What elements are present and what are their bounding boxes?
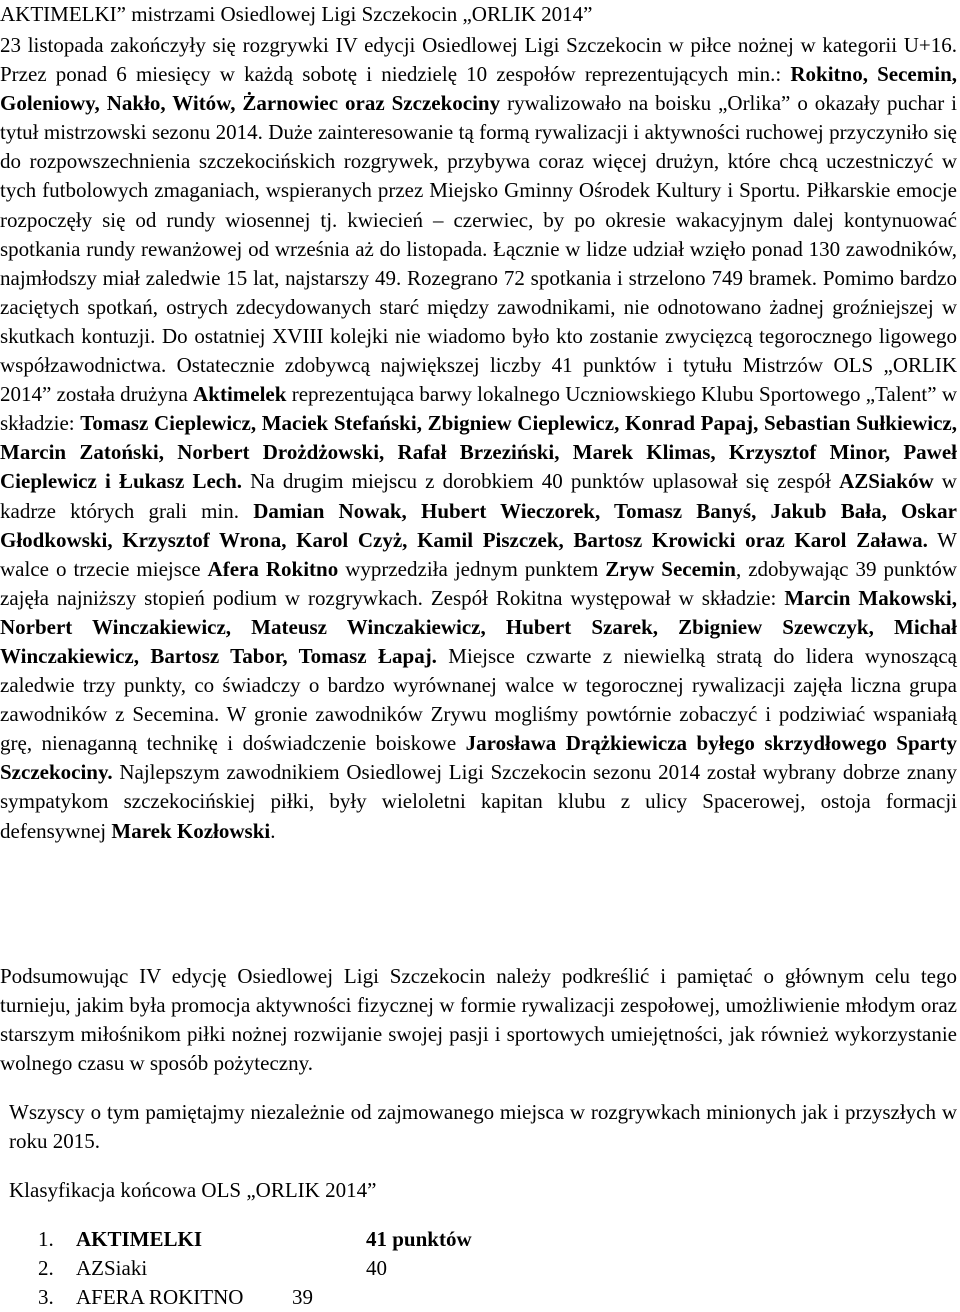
rank-number: 1. bbox=[38, 1227, 54, 1251]
rank-team: AFERA ROKITNO bbox=[76, 1285, 244, 1309]
classification-title: Klasyfikacja końcowa OLS „ORLIK 2014” bbox=[9, 1178, 377, 1202]
bold-text-run: Afera Rokitno bbox=[207, 556, 339, 581]
bold-text-run: Jarosława Drążkiewicza byłego skrzydłowego Sparty Szczekociny. bbox=[0, 731, 957, 785]
rank-points: 41 punktów bbox=[366, 1227, 472, 1251]
rank-points: 39 bbox=[292, 1285, 313, 1309]
bold-text-run: Rokitno, Secemin, Goleniowy, Nakło, Witów, Żarnowiec oraz Szczekociny bbox=[0, 62, 958, 116]
text-run: Miejsce czwarte z niewielką stratą do lidera wynoszącą zaledwie trzy punkty, co świadczy o bardzo wyrównanej walce w tegorocznej rywalizacji zajęła liczna grupa zawodników z Secemina. W gronie zawodników Zrywu mogliśmy powtórnie zobaczyć i podziwiać wspaniałą grę, nienaganną technikę i doświadczenie boiskowe bbox=[0, 643, 958, 756]
text-run: , zdobywając 39 punktów zajęła najniższy stopień podium w rozgrywkach. Zespół Rokitna występował w składzie: bbox=[0, 556, 957, 610]
text-run: 23 listopada zakończyły się rozgrywki IV edycji Osiedlowej Ligi Szczekocin w piłce nożnej w kategorii U+16. Przez ponad 6 miesięcy w każdą sobotę i niedzielę 10 zespołów reprezentujących min.: bbox=[0, 33, 957, 87]
paragraph-summary: Podsumowując IV edycję Osiedlowej Ligi Szczekocin należy podkreślić i pamiętać o głównym celu tego turnieju, jakim była promocja aktywności fizycznej w formie rywalizacji zespołowej, umożliwienie młodym oraz starszym miłośnikom piłki nożnej rozwijanie swojej pasji i sportowych umiejętności, jak również wykorzystanie wolnego czasu w sposób pożyteczny. bbox=[0, 964, 957, 1076]
rank-team: AKTIMELKI bbox=[76, 1227, 203, 1251]
bold-text-run: Aktimelek bbox=[193, 382, 287, 407]
paragraph-closing: Wszyscy o tym pamiętajmy niezależnie od zajmowanego miejsca w rozgrywkach minionych jak i przyszłych w roku 2015. bbox=[9, 1100, 957, 1154]
rank-number: 3. bbox=[38, 1285, 54, 1309]
bold-text-run: Marek Kozłowski bbox=[111, 818, 271, 843]
text-run: wyprzedziła jednym punktem bbox=[338, 556, 606, 581]
bold-text-run: Tomasz Cieplewicz, Maciek Stefański, Zbigniew Cieplewicz, Konrad Papaj, Sebastian Sułkiewicz, Marcin Zatoński, Norbert Drożdżowski, Rafał Brzeziński, Marek Klimas, Krzysztof Minor, Paweł Cieplewicz i Łukasz Lech. bbox=[0, 411, 957, 494]
text-run: rywalizowało na boisku „Orlika” o okazały puchar i tytuł mistrzowski sezonu 2014. Duże zainteresowanie tą formą rywalizacji i aktywności ruchowej przyczyniło się do rozpowszechnienia szczekocińskich rozgrywek, przybywa coraz więcej drużyn, które chcą uczestniczyć w tych futbolowych zmaganiach, wspieranych przez Miejsko Gminny Ośrodek Kultury i Sportu. Piłkarskie emocje rozpoczęły się od rundy wiosennej tj. kwiecień – czerwiec, by po okresie wakacyjnym dalej kontynuować spotkania rundy rewanżowej od września aż do listopada. Łącznie w lidze udział wzięło ponad 130 zawodników, najmłodszy miał zaledwie 15 lat, najstarszy 49. Rozegrano 72 spotkania i strzelono 749 bramek. Pomimo bardzo zaciętych spotkań, ostrych zdecydowanych starć między zawodnikami, nie odnotowano żadnej groźniejszej w skutkach kontuzji. Do ostatniej XVIII kolejki nie wiadomo było kto zostanie zwycięzcą tegorocznego ligowego współzawodnictwa. Ostatecznie zdobywcą największej liczby 41 punktów i tytułu Mistrzów OLS „ORLIK 2014” została drużyna bbox=[0, 91, 957, 407]
text-run: W walce o trzecie miejsce bbox=[0, 527, 957, 581]
bold-text-run: Marcin Makowski, Norbert Winczakiewicz, Mateusz Winczakiewicz, Hubert Szarek, Zbigniew Szewczyk, Michał Winczakiewicz, Bartosz Tabor, Tomasz Łapaj. bbox=[0, 585, 957, 668]
article-title: AKTIMELKI” mistrzami Osiedlowej Ligi Szczekocin „ORLIK 2014” bbox=[0, 2, 593, 26]
text-run: w kadrze których grali min. bbox=[0, 469, 957, 523]
text-run: reprezentująca barwy lokalnego Uczniowskiego Klubu Sportowego „Talent” w składzie: bbox=[0, 382, 957, 436]
bold-text-run: Zryw Secemin bbox=[605, 556, 736, 581]
text-run: Najlepszym zawodnikiem Osiedlowej Ligi Szczekocin sezonu 2014 został wybrany dobrze znany sympatykom szczekocińskiej piłki, były wieloletni kapitan klubu z ulicy Spacerowej, ostoja formacji defensywnej bbox=[0, 760, 957, 843]
paragraph-main bbox=[0, 31, 957, 846]
rank-number: 2. bbox=[38, 1256, 54, 1280]
rank-points: 40 bbox=[366, 1256, 387, 1280]
bold-text-run: AZSiaków bbox=[839, 469, 934, 494]
text-run: Na drugim miejscu z dorobkiem 40 punktów uplasował się zespół bbox=[242, 469, 840, 494]
rank-team: AZSiaki bbox=[76, 1256, 148, 1280]
bold-text-run: Damian Nowak, Hubert Wieczorek, Tomasz Banyś, Jakub Bała, Oskar Głodkowski, Krzysztof Wrona, Karol Czyż, Kamil Piszczek, Bartosz Krowicki oraz Karol Zaława. bbox=[0, 498, 957, 552]
text-run: . bbox=[270, 818, 276, 843]
